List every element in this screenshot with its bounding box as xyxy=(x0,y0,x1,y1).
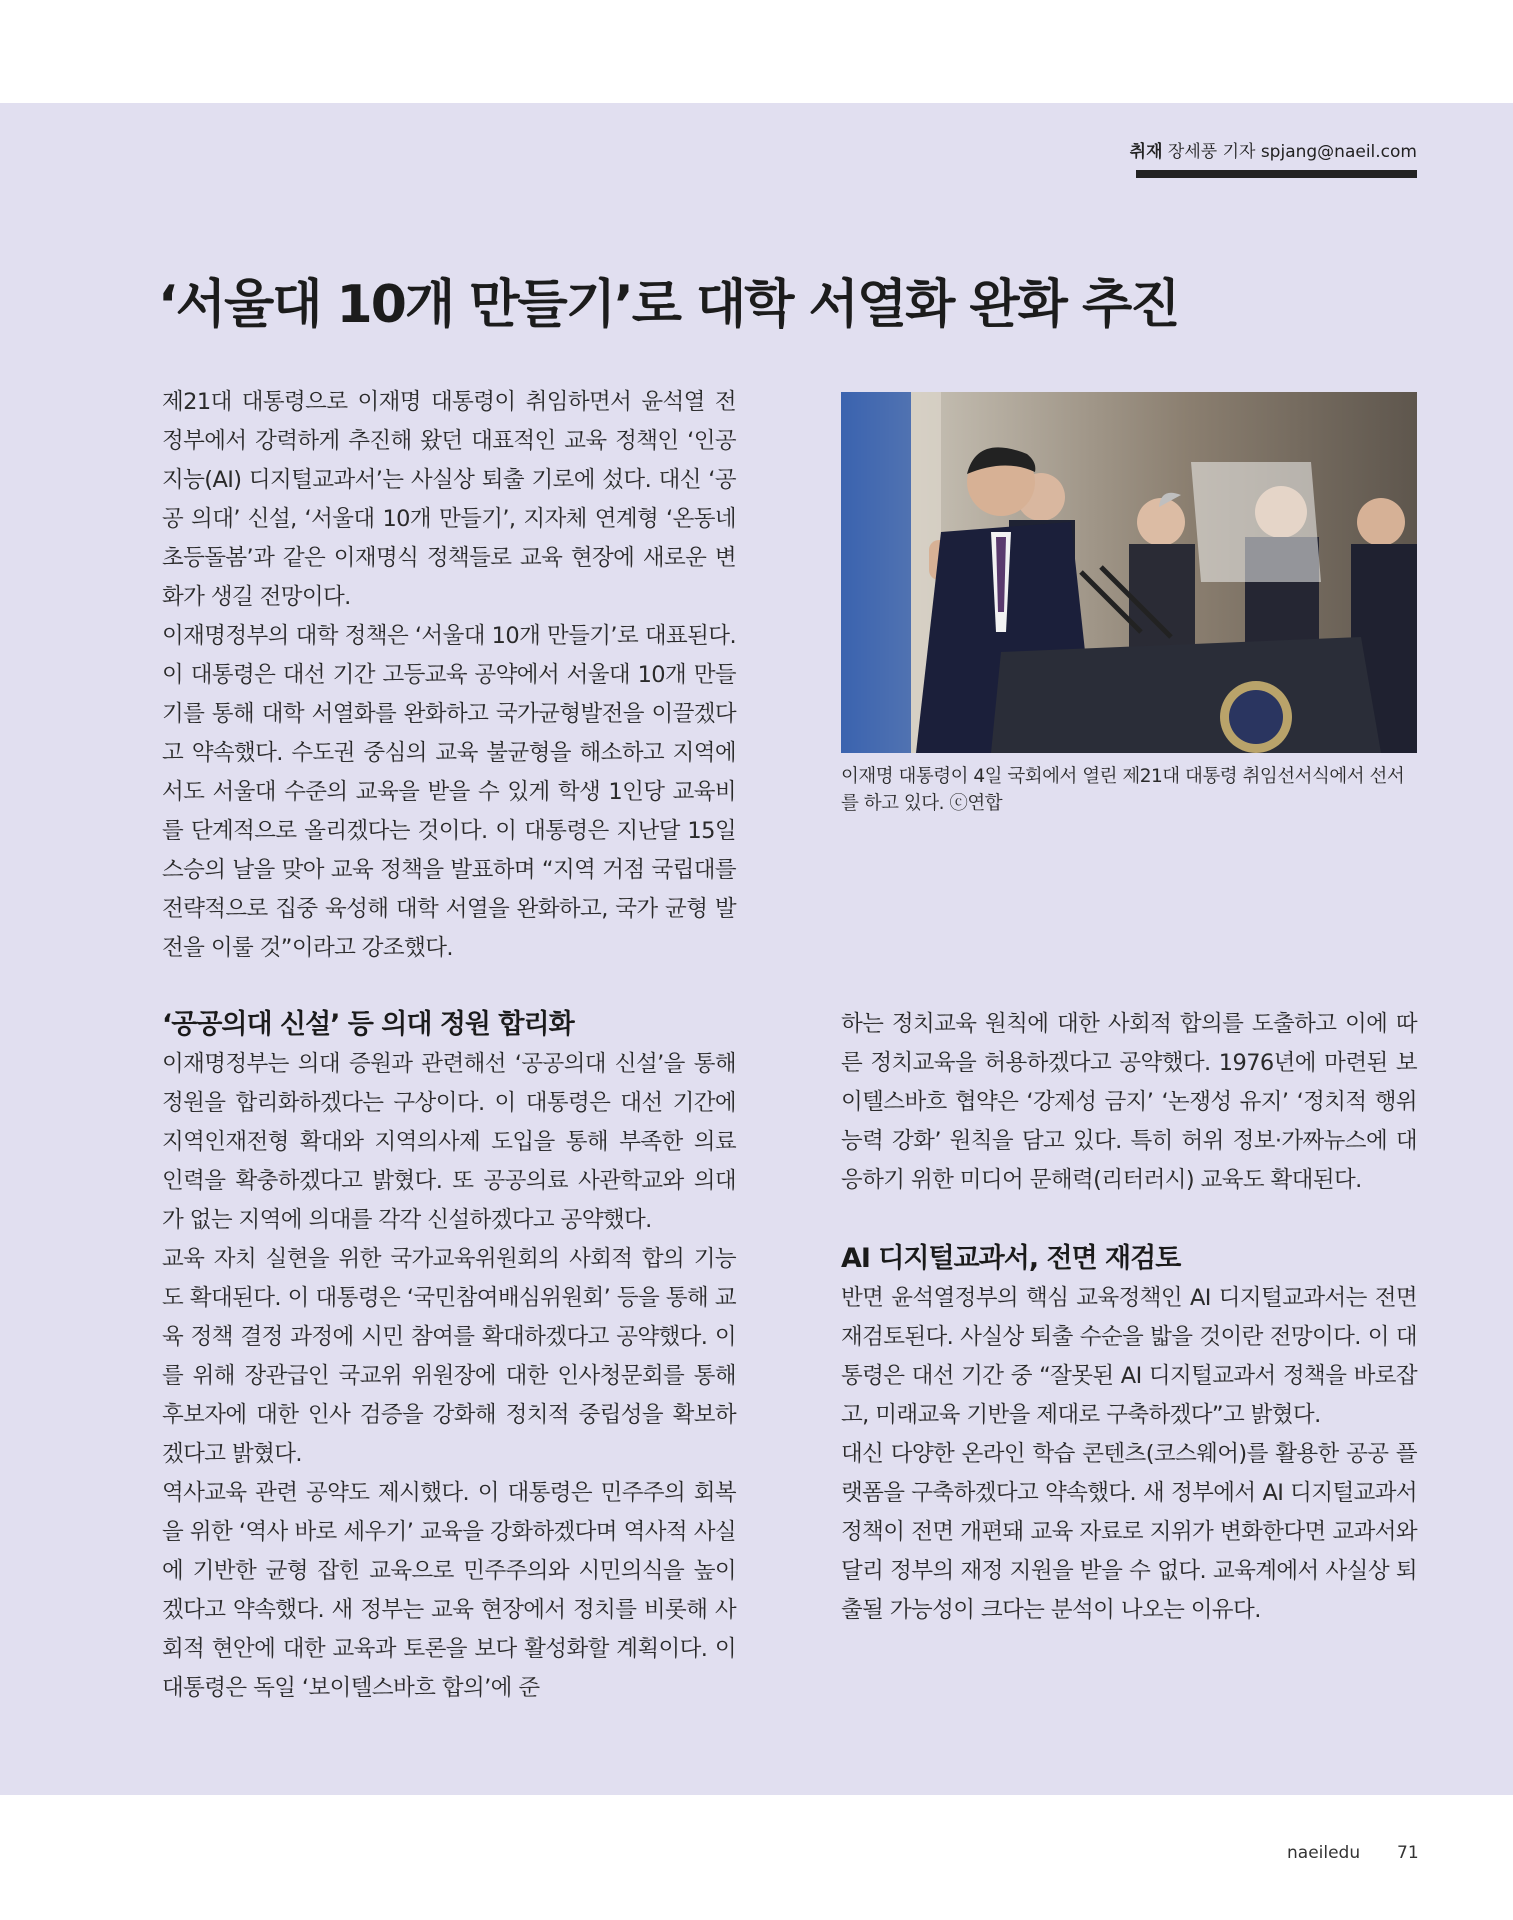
byline-text: 장세풍 기자 spjang@naeil.com xyxy=(1167,142,1417,162)
section2-paragraph: 반면 윤석열정부의 핵심 교육정책인 AI 디지털교과서는 전면 재검토된다. 사실상 퇴출 수순을 밟을 것이란 전망이다. 이 대통령은 대선 기간 중 “잘못된 AI 디지털교과서 정책을 바로잡고, 미래교육 기반을 제대로 구축하겠다”고 밝혔다. xyxy=(841,1285,1417,1428)
byline-label: 취재 xyxy=(1129,142,1163,162)
section1-paragraph: 이재명정부는 의대 증원과 관련해선 ‘공공의대 신설’을 통해 정원을 합리화하겠다는 구상이다. 이 대통령은 대선 기간에 지역인재전형 확대와 지역의사제 도입을 통해 부족한 의료 인력을 확충하겠다고 밝혔다. 또 공공의료 사관학교와 의대가 없는 지역에 의대를 각각 신설하겠다고 공약했다. xyxy=(162,1051,736,1233)
right-column xyxy=(841,1005,1417,1630)
byline xyxy=(1130,137,1417,162)
section1-heading: ‘공공의대 신설’ 등 의대 정원 합리화 xyxy=(162,1009,574,1040)
intro-column xyxy=(162,383,736,968)
section1-paragraph: 교육 자치 실현을 위한 국가교육위원회의 사회적 합의 기능도 확대된다. 이 대통령은 ‘국민참여배심위원회’ 등을 통해 교육 정책 결정 과정에 시민 참여를 확대하겠다고 공약했다. 이를 위해 장관급인 국교위 위원장에 대한 인사청문회를 통해 후보자에 대한 인사 검증을 강화해 정치적 중립성을 확보하겠다고 밝혔다. xyxy=(162,1246,736,1467)
section2-paragraph: 대신 다양한 온라인 학습 콘텐츠(코스웨어)를 활용한 공공 플랫폼을 구축하겠다고 약속했다. 새 정부에서 AI 디지털교과서 정책이 전면 개편돼 교육 자료로 지위가 변화한다면 교과서와 달리 정부의 재정 지원을 받을 수 없다. 교육계에서 사실상 퇴출될 가능성이 크다는 분석이 나오는 이유다. xyxy=(841,1441,1417,1623)
section1-paragraph: 역사교육 관련 공약도 제시했다. 이 대통령은 민주주의 회복을 위한 ‘역사 바로 세우기’ 교육을 강화하겠다며 역사적 사실에 기반한 균형 잡힌 교육으로 민주주의와 시민의식을 높이겠다고 약속했다. 새 정부는 교육 현장에서 정치를 비롯해 사회적 현안에 대한 교육과 토론을 보다 활성화할 계획이다. 이 대통령은 독일 ‘보이텔스바흐 합의’에 준 xyxy=(162,1480,736,1701)
photo-illustration xyxy=(841,392,1417,753)
intro-paragraph: 이재명정부의 대학 정책은 ‘서울대 10개 만들기’로 대표된다. 이 대통령은 대선 기간 고등교육 공약에서 서울대 10개 만들기를 통해 대학 서열화를 완화하고 국가균형발전을 이끌겠다고 약속했다. 수도권 중심의 교육 불균형을 해소하고 지역에서도 서울대 수준의 교육을 받을 수 있게 학생 1인당 교육비를 단계적으로 올리겠다는 것이다. 이 대통령은 지난달 15일 스승의 날을 맞아 교육 정책을 발표하며 “지역 거점 국립대를 전략적으로 집중 육성해 대학 서열을 완화하고, 국가 균형 발전을 이룰 것”이라고 강조했다. xyxy=(162,623,736,961)
page-number: 71 xyxy=(1397,1843,1419,1863)
section1-column xyxy=(162,1005,736,1708)
section2-heading: AI 디지털교과서, 전면 재검토 xyxy=(841,1243,1181,1274)
byline-rule xyxy=(1136,170,1417,178)
section1-continuation: 하는 정치교육 원칙에 대한 사회적 합의를 도출하고 이에 따른 정치교육을 허용하겠다고 공약했다. 1976년에 마련된 보이텔스바흐 협약은 ‘강제성 금지’ ‘논쟁성 유지’ ‘정치적 행위 능력 강화’ 원칙을 담고 있다. 특히 허위 정보·가짜뉴스에 대응하기 위한 미디어 문해력(리터러시) 교육도 확대된다. xyxy=(841,1011,1417,1193)
inauguration-photo xyxy=(841,392,1417,753)
photo-caption: 이재명 대통령이 4일 국회에서 열린 제21대 대통령 취임선서식에서 선서를 하고 있다. ⓒ연합 xyxy=(841,766,1405,814)
headline: ‘서울대 10개 만들기’로 대학 서열화 완화 추진 xyxy=(158,275,1179,335)
publication-name: naeiledu xyxy=(1287,1843,1361,1863)
intro-paragraph: 제21대 대통령으로 이재명 대통령이 취임하면서 윤석열 전 정부에서 강력하게 추진해 왔던 대표적인 교육 정책인 ‘인공지능(AI) 디지털교과서’는 사실상 퇴출 기로에 섰다. 대신 ‘공공 의대’ 신설, ‘서울대 10개 만들기’, 지자체 연계형 ‘온동네 초등돌봄’과 같은 이재명식 정책들로 교육 현장에 새로운 변화가 생길 전망이다. xyxy=(162,389,736,610)
